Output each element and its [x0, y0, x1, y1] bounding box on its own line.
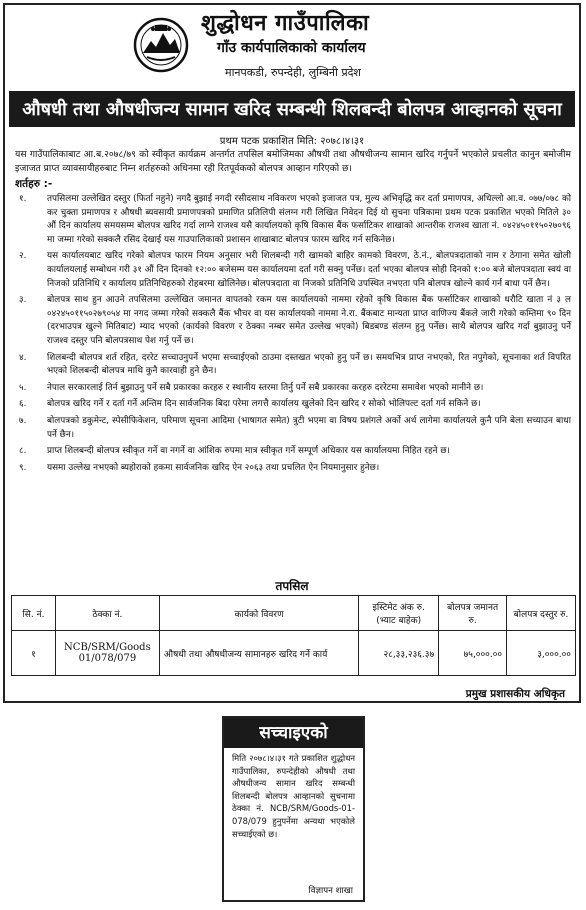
schedule-table: [11, 595, 576, 676]
condition-text: यस कार्यालयबाट खरिद गरेको बोलपत्र फारम नियम अनुसार भरी शिलबन्दी गरी खामको बाहिर कामको विवरण, ठे.नं., बोलपत्रदाताको नाम र ठेगाना समेत खोली कार्यालयलाई सम्बोधन गरी ३१ औं दिन दिनको १२:०० बजेसम्म यस कार्यालयमा दर्ता गरी सक्नु पर्नेछ। दर्ता भएका बोलपत्र सोही दिनको १:०० बजे बोलपत्रदाता स्वयं वा निजको प्रतिनिधि र कार्यालय प्रतिनिधिहरुको रोहबरमा खोलिनेछ। बोलपत्रदाता वा निजको प्रतिनिधि उपस्थित नभएता पनि बोलपत्र खोल्ने कार्य गर्न बाधा पर्ने छैन।: [47, 251, 571, 289]
condition-number: ८.: [19, 446, 27, 457]
column-header-estimate: इस्टिमेट अंक रु. (भ्याट बाहेक): [359, 596, 439, 631]
correction-notice: [222, 716, 365, 902]
condition-item: [15, 462, 571, 476]
condition-text: प्राप्त शिलबन्दी बोलपत्र स्वीकृत गर्ने वा नगर्ने वा आंशिक रुपमा मात्र स्वीकृत गर्ने सम्पूर्ण अधिकार यस कार्यालयमा निहित रहने छ।: [47, 446, 450, 457]
column-header-fee: बोलपत्र दस्तुर रु.: [507, 596, 576, 631]
condition-text: यसमा उल्लेख नभएको ब्यहोराको हकमा सार्वजनिक खरिद ऐन २०६३ तथा प्रचलित ऐन नियमानुसार हुनेछ।: [47, 462, 380, 473]
cell-security: ७५,०००.००: [439, 631, 507, 676]
condition-item: [15, 250, 571, 291]
condition-number: ४.: [19, 352, 27, 363]
table-header-row: [12, 596, 576, 631]
office-address: मानपकडी, रुपन्देही, लुम्बिनी प्रदेश: [225, 66, 361, 79]
cell-estimate: २८,३३,२३६.३७: [359, 631, 439, 676]
condition-text: बोलपत्रको डकुमेन्ट, स्पेसीफिकेशन, परिमाण सूचना आदिमा (भाषागत समेत) त्रुटी भएमा वा विषय प्रशंगले अर्को अर्थ लागेमा कार्यालयले कुनै पनि बेला सच्याउन बाधा पर्ने छैन।: [47, 415, 571, 440]
correction-title: सच्चाइएको: [224, 718, 363, 748]
tender-notice: [3, 3, 581, 703]
nepal-government-emblem-icon: [133, 17, 189, 73]
conditions-list: [15, 193, 571, 478]
condition-text: शिलबन्दी बोलपत्र शर्त रहित, दररेट सच्चाउनुपर्ने भएमा सच्चाईएको ठाउमा दस्तखत भएको हुनु पर्ने छ। समयभित्र प्राप्त नभएको, रित नपुगेको, सूचनाका शर्त विपरित भएको शिलबन्दी बोलपत्र माथि कुनै कारवाही हुने छैन।: [47, 352, 571, 377]
condition-number: ३.: [19, 295, 27, 306]
cell-fee: ३,०००.००: [507, 631, 576, 676]
publication-date: प्रथम पटक प्रकाशित मिति: २०७८।४।३१: [219, 136, 365, 147]
condition-text: नेपाल सरकारलाई तिर्न बुझाउनु पर्ने सबै प्रकारका करहरु र स्थानीय स्तरमा तिर्नु पर्ने सबै प्रकारका करहरु दररेटमा समावेश भएको मानीने छ।: [47, 382, 484, 393]
condition-item: [15, 445, 571, 459]
condition-item: [15, 398, 571, 412]
column-header-contract: ठेक्का नं.: [55, 596, 159, 631]
column-header-description: कार्यको विवरण: [159, 596, 358, 631]
condition-number: ५.: [19, 382, 27, 393]
municipality-name: शुद्धोधन गाउँपालिका: [201, 11, 370, 36]
cell-contract-no: NCB/SRM/Goods 01/078/079: [55, 631, 159, 676]
condition-number: १.: [19, 194, 27, 204]
column-header-serial: सि. नं.: [12, 596, 56, 631]
condition-text: तपसिलमा उल्लेखित दस्तुर (फिर्ता नहुने) नगदै बुझाई नगदी रसीदसाथ नविकरण भएको इजाजत पत्र, मुल्य अभिवृद्धि कर दर्ता प्रमाणपत्र, अधिल्लो आ.व. ०७७/०७८ को कर चुक्ता प्रमाणपत्र र औषधी ब्यवसायी प्रमाणपत्रको प्रमाणित प्रतिलिपी संलग्न गरी लिखित निवेदन दिई यो सुचना पत्रिकामा प्रथम पटक प्रकाशित भएको मितिले ३० औं दिन कार्यालय समयसम्म बोलपत्र खरिद गर्दा लाग्ने राजश्व यसै कार्यालयको कृषि विकास बैंक फर्साटिकर शाखाको आन्तरीक राजश्व खाता नं. ०४२४५०११५०२७०९६ मा जम्मा गरेको सक्कलै रसिद देखाई यस गाउपालिकाको प्रशासन शाखाबाट बोलपत्र फारम खरिद गर्न सकिनेछ।: [47, 194, 571, 245]
condition-text: बोलपत्र खरिद गर्ने र दर्ता गर्ने अन्तिम दिन सार्वजनिक बिदा परेमा लगत्तै कार्यालय खुलेको दिन खरिद र सोको भोलिपल्ट दर्ता गर्न सकिने छ।: [47, 399, 481, 410]
office-name: गाँउ कार्यपालिकाको कार्यालय: [217, 40, 366, 56]
schedule-title: तपसिल: [275, 579, 309, 593]
condition-number: ९.: [19, 462, 27, 473]
condition-number: २.: [19, 251, 27, 262]
condition-number: ७.: [19, 415, 27, 426]
column-header-security: बोलपत्र जमानत रु.: [439, 596, 507, 631]
notice-header: [5, 5, 579, 91]
correction-signatory: विज्ञापन शाखा: [308, 886, 353, 896]
condition-item: [15, 352, 571, 379]
condition-item: [15, 382, 571, 396]
correction-body: मिति २०७८।४।३१ गते प्रकाशित शुद्धोधन गाउँपालिका, रुपन्देहीको औषधी तथा औषधीजन्य सामान खरिद सम्बन्धी शिलबन्दी बोलपत्र आव्हानको सुचनामा ठेक्का नं. NCB/SRM/Goods-01-078/079 हुनुपर्नेमा अन्यथा भएकोले सच्चाईएको छ।: [232, 753, 355, 839]
intro-paragraph: यस गाउँपालिकाबाट आ.ब.२०७८/७९ को स्वीकृत कार्यक्रम अन्तर्गत तपसिल बमोजिमका औषधी तथा औषधीजन्य सामान खरिद गर्नुपर्ने भएकोले प्रचलीत कानुन बमोजीम इजाजत प्राप्त व्यावसायीहरुबाट निम्न शर्तहरुको अधिनमा रही रितपूर्वकको बोलपत्र आव्हान गरिएको छ।: [15, 149, 571, 174]
condition-item: [15, 193, 571, 247]
conditions-heading: शर्तहरु :-: [15, 178, 53, 190]
signatory-title: प्रमुख प्रशासकीय अधिकृत: [465, 688, 565, 700]
notice-title-banner: औषधी तथा औषधीजन्य सामान खरिद सम्बन्धी शिलबन्दी बोलपत्र आव्हानको सूचना: [9, 91, 575, 127]
cell-description: औषधी तथा औषधीजन्य सामानहरु खरिद गर्ने कार्य: [159, 631, 358, 676]
condition-text: बोलपत्र साथ हुन आउने तपसिलमा उल्लेखित जमानत वापतको रकम यस कार्यालयको नाममा रहेको कृषि विकास बैंक फर्साटिकर शाखाको धरौटि खाता नं ३ ल ०४२४५०११५०२७९०५४ मा नगद जम्मा गरेको सक्कलै बैंक भौचर वा यस कार्यालयको नाममा ने.रा. बैंकबाट मान्यता प्राप्त वाणिज्य बैंकले जारी गरेको कम्तिमा ९० दिन (दरभाउपत्र खुल्ने मितिबाट) म्याद भएको (कार्यको विवरण र ठेक्का नम्बर समेत उल्लेख भएको) बिडबण्ड संलग्न हुनु पर्नेछ। साथै बोलपत्र खरिद गर्दा बुझाउनु पर्ने राजश्व दस्तुर पनि बोलपत्रसाथ पेश गर्नु पर्ने छ।: [47, 295, 571, 346]
condition-item: [15, 415, 571, 442]
cell-serial: १: [12, 631, 56, 676]
condition-number: ६.: [19, 399, 27, 410]
table-row: [12, 631, 576, 676]
condition-item: [15, 294, 571, 348]
